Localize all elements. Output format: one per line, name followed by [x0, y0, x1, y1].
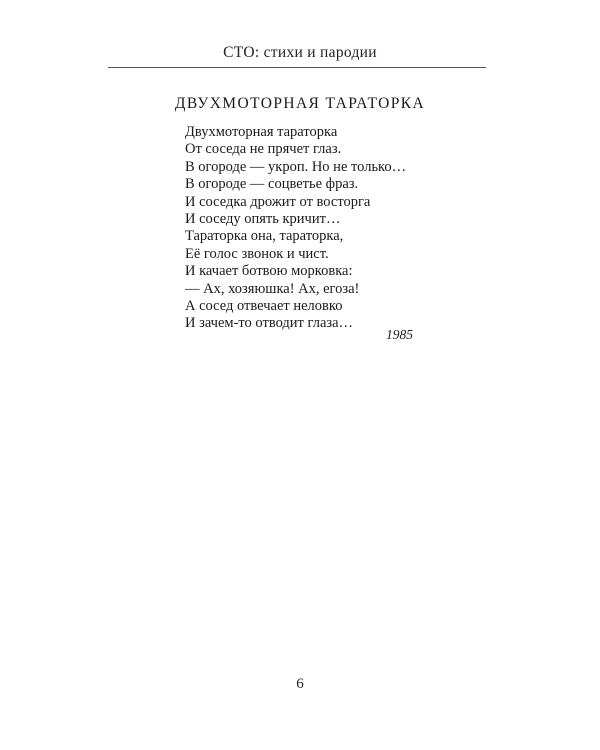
page-number: 6: [296, 676, 304, 692]
poem-line: В огороде — укроп. Но не только…: [185, 158, 407, 175]
poem-line: Тараторка она, тараторка,: [185, 228, 344, 245]
poem-line: И соседка дрожит от восторга: [185, 193, 371, 210]
poem-line: — Ах, хозяюшка! Ах, егоза!: [185, 280, 360, 297]
poem-line: И зачем-то отводит глаза…: [185, 315, 354, 332]
poem-body: [185, 124, 406, 333]
header-rule: [108, 67, 486, 68]
poem-line: От соседа не прячет глаз.: [185, 141, 342, 158]
poem-line: В огороде — соцветье фраз.: [185, 176, 359, 193]
poem-title-text: ДВУХМОТОРНАЯ ТАРАТОРКА: [174, 95, 426, 112]
poem-date: 1985: [386, 327, 413, 342]
poem-title: [0, 95, 600, 113]
poem-line: Двухмоторная тараторка: [185, 124, 338, 140]
running-header: СТО: стихи и пародии: [223, 44, 377, 61]
poem-line: И качает ботвою морковка:: [185, 263, 353, 280]
poem-line: А сосед отвечает неловко: [185, 298, 343, 315]
poem-line: И соседу опять кричит…: [185, 211, 341, 228]
poem-line: Её голос звонок и чист.: [185, 245, 329, 262]
